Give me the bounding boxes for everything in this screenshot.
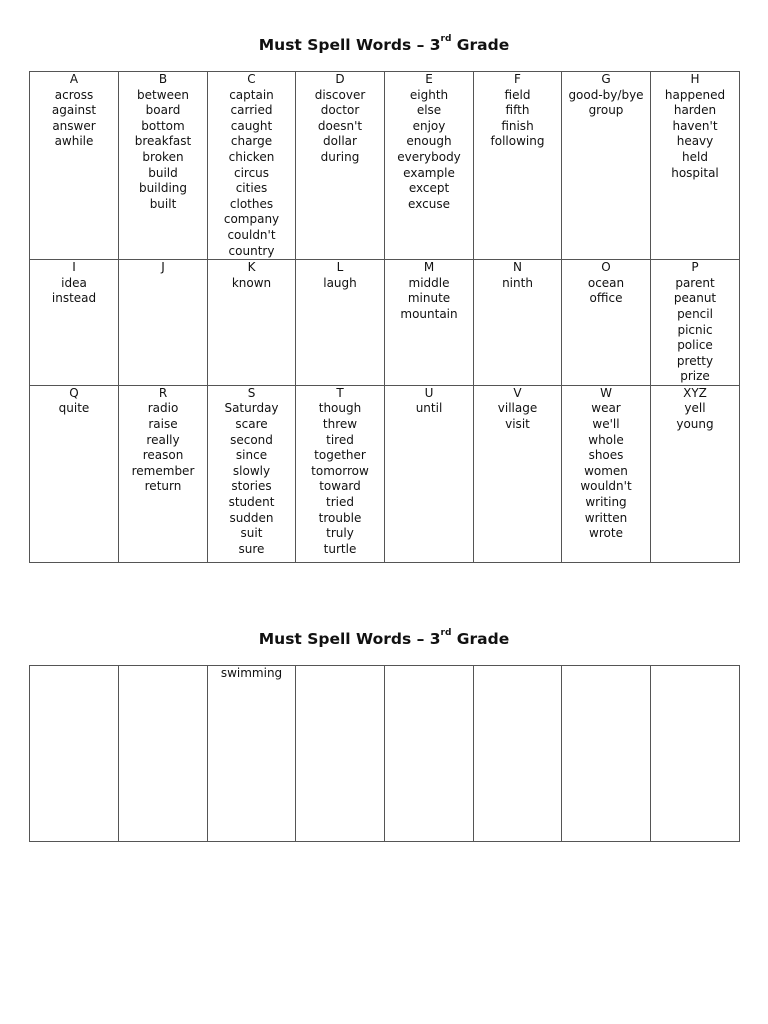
spelling-word: prize [680, 369, 710, 384]
spelling-word: picnic [677, 322, 713, 337]
spelling-word: quite [58, 401, 90, 416]
letter-heading: P [691, 260, 699, 275]
spelling-words-table-2 [29, 665, 740, 842]
letter-heading: R [158, 385, 168, 400]
spelling-words-table [29, 71, 740, 563]
letter-cell [296, 72, 385, 260]
word-cell [30, 666, 119, 842]
spelling-word: ninth [502, 275, 533, 290]
letter-cell [651, 260, 740, 386]
spelling-word: enjoy [412, 118, 446, 133]
spelling-word: tired [326, 432, 354, 447]
spelling-word: build [148, 165, 178, 180]
letter-heading: H [690, 72, 700, 86]
letter-heading: K [247, 260, 256, 275]
letter-cell [30, 72, 119, 260]
letter-cell [651, 72, 740, 260]
letter-heading: G [601, 72, 611, 86]
title-superscript: rd [440, 34, 452, 44]
spelling-word: village [497, 401, 538, 416]
spelling-word: instead [51, 291, 97, 306]
letter-cell [474, 72, 562, 260]
spelling-word: happened [664, 87, 726, 102]
letter-cell [119, 72, 208, 260]
table-row [30, 385, 740, 562]
spelling-word: against [51, 103, 97, 118]
letter-heading: I [72, 260, 76, 275]
spelling-word: tomorrow [311, 463, 369, 478]
table-row [30, 72, 740, 260]
spelling-word: young [676, 417, 714, 432]
spelling-word: really [146, 432, 180, 447]
spelling-word: excuse [408, 196, 450, 211]
spelling-word: building [138, 181, 188, 196]
spelling-word: truly [326, 526, 354, 541]
spelling-word: pencil [677, 306, 713, 321]
letter-heading: Q [69, 385, 79, 400]
spelling-word: remember [131, 463, 195, 478]
letter-heading: C [247, 72, 256, 86]
title-main: Must Spell Words – 3 [258, 630, 441, 648]
spelling-word: awhile [54, 134, 94, 149]
spelling-word: between [137, 87, 189, 102]
spelling-word: following [490, 134, 545, 149]
spelling-word: wrote [589, 526, 623, 541]
spelling-word: charge [230, 134, 273, 149]
letter-cell [562, 385, 651, 562]
letter-heading: V [513, 385, 522, 400]
letter-heading: D [335, 72, 345, 86]
spelling-word: cities [235, 181, 268, 196]
spelling-word: scare [235, 417, 268, 432]
spelling-word: idea [61, 275, 87, 290]
spelling-word: board [145, 103, 181, 118]
spelling-word: tried [326, 495, 354, 510]
word-cell [296, 666, 385, 842]
letter-cell [208, 72, 296, 260]
letter-cell [296, 260, 385, 386]
spelling-word: threw [322, 417, 358, 432]
spelling-word: toward [319, 479, 361, 494]
letter-heading: A [69, 72, 79, 86]
spelling-word: second [230, 432, 273, 447]
letter-heading: T [336, 385, 344, 400]
letter-cell [474, 260, 562, 386]
letter-heading: W [600, 385, 612, 400]
letter-cell [562, 260, 651, 386]
spelling-word: parent [675, 275, 715, 290]
spelling-word: broken [142, 149, 184, 164]
letter-cell [30, 260, 119, 386]
spelling-word: couldn't [227, 227, 276, 242]
spelling-word: we'll [592, 417, 620, 432]
spelling-word: whole [588, 432, 624, 447]
spelling-word: sure [238, 541, 265, 556]
spelling-word: held [682, 149, 708, 164]
spelling-word: eighth [409, 87, 449, 102]
spelling-word: return [144, 479, 182, 494]
letter-cell [385, 72, 474, 260]
page-title-2 [0, 630, 768, 648]
spelling-word: doctor [320, 103, 360, 118]
letter-heading: B [158, 72, 168, 86]
spelling-word: harden [673, 103, 717, 118]
spelling-word: enough [406, 134, 452, 149]
spelling-word: pretty [676, 353, 714, 368]
spelling-word: student [228, 495, 275, 510]
spelling-word: stories [231, 479, 272, 494]
spelling-word: field [504, 87, 531, 102]
word-cell [651, 666, 740, 842]
spelling-word: until [415, 401, 443, 416]
spelling-word: swimming [220, 666, 283, 680]
spelling-word: country [228, 243, 275, 258]
letter-heading: S [247, 385, 256, 400]
spelling-word: company [223, 212, 280, 227]
title-main: Must Spell Words – 3 [258, 36, 441, 54]
spelling-word: discover [314, 87, 366, 102]
spelling-word: heavy [676, 134, 714, 149]
spelling-word: dollar [323, 134, 357, 149]
spelling-word: finish [501, 118, 534, 133]
word-cell [474, 666, 562, 842]
spelling-word: laugh [323, 275, 357, 290]
spelling-word: bottom [141, 118, 185, 133]
spelling-word: across [54, 87, 94, 102]
spelling-word: together [314, 448, 366, 463]
spelling-word: peanut [673, 291, 717, 306]
spelling-word: since [235, 448, 268, 463]
word-cell [208, 666, 296, 842]
letter-heading: J [161, 260, 165, 275]
word-cell [562, 666, 651, 842]
letter-heading: U [424, 385, 434, 400]
letter-cell [296, 385, 385, 562]
spelling-word: minute [407, 291, 451, 306]
letter-cell [208, 385, 296, 562]
spelling-word: fifth [505, 103, 530, 118]
page-title-1 [0, 36, 768, 54]
letter-heading: N [513, 260, 522, 275]
spelling-word: except [408, 181, 450, 196]
spelling-word: visit [505, 417, 530, 432]
letter-heading: O [601, 260, 611, 275]
spelling-word: chicken [228, 149, 275, 164]
spelling-word: Saturday [224, 401, 279, 416]
letter-heading: E [425, 72, 433, 86]
spelling-word: ocean [587, 275, 625, 290]
letter-heading: M [423, 260, 435, 275]
title-end: Grade [451, 36, 510, 54]
spelling-word: haven't [672, 118, 718, 133]
title-end: Grade [451, 630, 510, 648]
spelling-word: doesn't [317, 118, 363, 133]
spelling-word: during [320, 149, 360, 164]
letter-heading: XYZ [683, 385, 707, 400]
spelling-word: writing [585, 495, 627, 510]
spelling-word: radio [147, 401, 179, 416]
letter-cell [474, 385, 562, 562]
spelling-word: suit [240, 526, 263, 541]
spelling-word: example [403, 165, 455, 180]
spelling-word: police [677, 338, 713, 353]
spelling-word: caught [230, 118, 273, 133]
letter-cell [385, 385, 474, 562]
spelling-word: women [584, 463, 628, 478]
spelling-word: breakfast [134, 134, 192, 149]
word-cell [119, 666, 208, 842]
letter-cell [119, 385, 208, 562]
spelling-word: turtle [323, 541, 357, 556]
letter-cell [208, 260, 296, 386]
spelling-word: captain [229, 87, 274, 102]
spelling-word: slowly [232, 463, 271, 478]
spelling-word: though [318, 401, 362, 416]
spelling-word: written [584, 510, 628, 525]
table-row [30, 260, 740, 386]
word-cell [385, 666, 474, 842]
title-superscript: rd [440, 628, 452, 638]
table-row [30, 666, 740, 842]
spelling-word: group [588, 103, 624, 118]
spelling-word: sudden [229, 510, 274, 525]
spelling-word: clothes [229, 196, 274, 211]
spelling-word: else [416, 103, 442, 118]
spelling-word: reason [142, 448, 184, 463]
spelling-word: office [589, 291, 623, 306]
spelling-word: known [231, 275, 272, 290]
spelling-word: answer [52, 118, 96, 133]
spelling-word: trouble [318, 510, 362, 525]
letter-cell [562, 72, 651, 260]
spelling-word: middle [408, 275, 450, 290]
letter-heading: F [514, 72, 521, 86]
letter-heading: L [336, 260, 344, 275]
letter-cell [651, 385, 740, 562]
letter-cell [119, 260, 208, 386]
spelling-word: built [149, 196, 177, 211]
spelling-word: mountain [400, 306, 458, 321]
spelling-word: circus [233, 165, 270, 180]
spelling-word: everybody [397, 149, 461, 164]
spelling-word: good-by/bye [568, 87, 644, 102]
spelling-word: wear [591, 401, 621, 416]
letter-cell [385, 260, 474, 386]
spelling-word: yell [684, 401, 706, 416]
spelling-word: shoes [588, 448, 624, 463]
spelling-word: carried [230, 103, 273, 118]
spelling-word: hospital [671, 165, 719, 180]
spelling-word: wouldn't [580, 479, 632, 494]
letter-cell [30, 385, 119, 562]
spelling-word: raise [148, 417, 178, 432]
